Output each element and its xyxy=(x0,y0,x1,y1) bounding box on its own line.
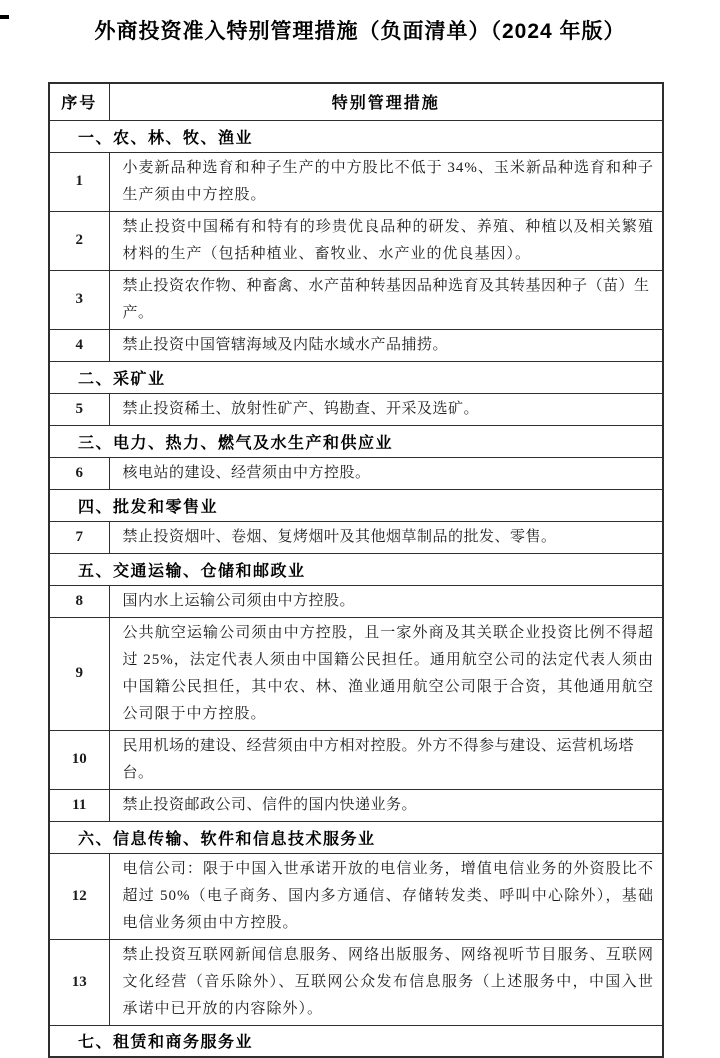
measure-cell: 禁止投资邮政公司、信件的国内快递业务。 xyxy=(109,789,663,821)
section-title: 三、电力、热力、燃气及水生产和供应业 xyxy=(49,425,663,457)
measure-cell: 禁止投资互联网新闻信息服务、网络出版服务、网络视听节目服务、互联网文化经营（音乐除外）、互联网公众发布信息服务（上述服务中，中国入世承诺中已开放的内容除外）。 xyxy=(109,939,663,1025)
table-row xyxy=(49,329,663,361)
measure-cell: 禁止投资中国管辖海域及内陆水域水产品捕捞。 xyxy=(109,329,663,361)
table-row xyxy=(49,853,663,939)
table-row xyxy=(49,730,663,789)
table-row xyxy=(49,270,663,329)
serial-cell: 4 xyxy=(49,329,109,361)
measure-cell: 核电站的建设、经营须由中方控股。 xyxy=(109,457,663,489)
table-row xyxy=(49,789,663,821)
table-row xyxy=(49,617,663,730)
serial-cell: 5 xyxy=(49,393,109,425)
table-row xyxy=(49,521,663,553)
section-row xyxy=(49,489,663,521)
section-title: 七、租赁和商务服务业 xyxy=(49,1025,663,1057)
table-row xyxy=(49,457,663,489)
measure-cell: 禁止投资稀土、放射性矿产、钨勘查、开采及选矿。 xyxy=(109,393,663,425)
serial-cell: 8 xyxy=(49,585,109,617)
serial-cell: 1 xyxy=(49,152,109,211)
serial-cell: 11 xyxy=(49,789,109,821)
measure-cell: 禁止投资烟叶、卷烟、复烤烟叶及其他烟草制品的批发、零售。 xyxy=(109,521,663,553)
serial-cell: 12 xyxy=(49,853,109,939)
document-page xyxy=(0,15,720,1052)
table-row xyxy=(49,939,663,1025)
serial-cell: 13 xyxy=(49,939,109,1025)
measure-cell: 禁止投资中国稀有和特有的珍贵优良品种的研发、养殖、种植以及相关繁殖材料的生产（包括种植业、畜牧业、水产业的优良基因）。 xyxy=(109,211,663,270)
serial-cell: 9 xyxy=(49,617,109,730)
column-header-measure: 特别管理措施 xyxy=(109,83,663,120)
section-row xyxy=(49,553,663,585)
column-header-serial: 序号 xyxy=(49,83,109,120)
serial-cell: 3 xyxy=(49,270,109,329)
section-title: 五、交通运输、仓储和邮政业 xyxy=(49,553,663,585)
serial-cell: 2 xyxy=(49,211,109,270)
section-title: 二、采矿业 xyxy=(49,361,663,393)
document-title: 外商投资准入特别管理措施（负面清单）（2024 年版） xyxy=(94,20,626,43)
measure-cell: 民用机场的建设、经营须由中方相对控股。外方不得参与建设、运营机场塔台。 xyxy=(109,730,663,789)
section-row xyxy=(49,1025,663,1057)
table-header-row xyxy=(49,83,663,120)
section-row xyxy=(49,120,663,152)
serial-cell: 6 xyxy=(49,457,109,489)
serial-cell: 10 xyxy=(49,730,109,789)
negative-list-table xyxy=(48,82,664,1058)
section-row xyxy=(49,361,663,393)
table-row xyxy=(49,585,663,617)
section-title: 四、批发和零售业 xyxy=(49,489,663,521)
measure-cell: 小麦新品种选育和种子生产的中方股比不低于 34%、玉米新品种选育和种子生产须由中方控股。 xyxy=(109,152,663,211)
table-row xyxy=(49,152,663,211)
section-title: 一、农、林、牧、渔业 xyxy=(49,120,663,152)
table-row xyxy=(49,211,663,270)
serial-cell: 7 xyxy=(49,521,109,553)
section-title: 六、信息传输、软件和信息技术服务业 xyxy=(49,821,663,853)
measure-cell: 电信公司：限于中国入世承诺开放的电信业务，增值电信业务的外资股比不超过 50%（电子商务、国内多方通信、存储转发类、呼叫中心除外），基础电信业务须由中方控股。 xyxy=(109,853,663,939)
scan-artifact-mark xyxy=(0,15,9,19)
table-row xyxy=(49,393,663,425)
measure-cell: 国内水上运输公司须由中方控股。 xyxy=(109,585,663,617)
section-row xyxy=(49,425,663,457)
section-row xyxy=(49,821,663,853)
measure-cell: 禁止投资农作物、种畜禽、水产苗种转基因品种选育及其转基因种子（苗）生产。 xyxy=(109,270,663,329)
measure-cell: 公共航空运输公司须由中方控股，且一家外商及其关联企业投资比例不得超过 25%，法定代表人须由中国籍公民担任。通用航空公司的法定代表人须由中国籍公民担任，其中农、林、渔业通用航空公司限于合资，其他通用航空公司限于中方控股。 xyxy=(109,617,663,730)
